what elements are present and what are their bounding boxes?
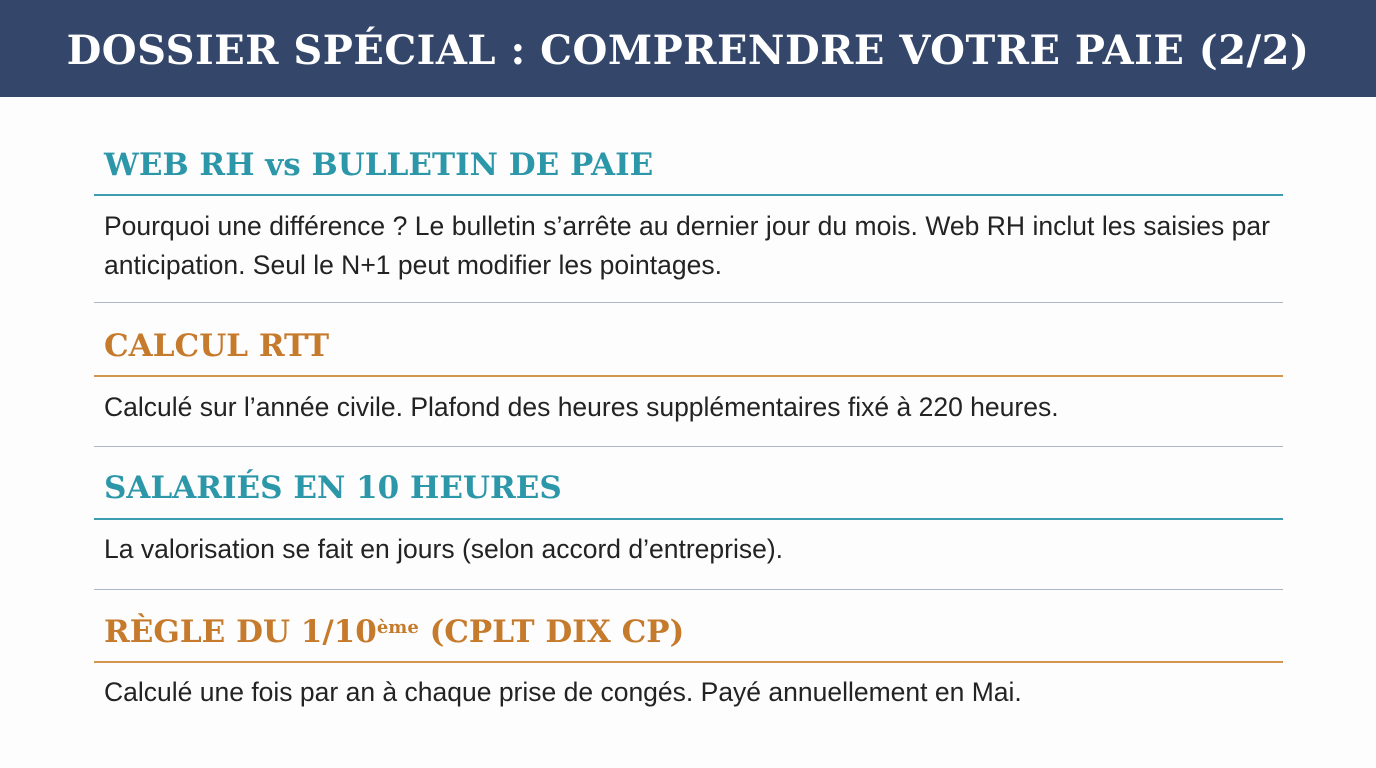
section-divider [94,518,1283,520]
section-text-web-rh: Pourquoi une différence ? Le bulletin s’arrête au dernier jour du mois. Web RH inclut les saisies par anticipation. Seul le N+1 peut modifier les pointages. [104,211,1270,280]
section-heading-main: RÈGLE DU 1/10 [104,614,377,650]
separator-line [94,302,1283,303]
section-heading-salaries-10h: SALARIÉS EN 10 HEURES [104,470,562,506]
section-heading-calcul-rtt: CALCUL RTT [104,328,330,364]
section-divider [94,375,1283,377]
section-heading-web-rh: WEB RH vs BULLETIN DE PAIE [104,147,654,183]
separator-line [94,446,1283,447]
section-divider [94,661,1283,663]
section-text-calcul-rtt: Calculé sur l’année civile. Plafond des heures supplémentaires fixé à 220 heures. [104,392,1059,422]
section-text-salaries-10h: La valorisation se fait en jours (selon accord d’entreprise). [104,534,784,564]
section-divider [94,194,1283,196]
section-heading-rest: (CPLT DIX CP) [418,614,685,650]
section-text-regle-1-10: Calculé une fois par an à chaque prise de congés. Payé annuellement en Mai. [104,677,1022,707]
section-heading-regle-1-10 [104,611,684,653]
section-heading-superscript: ème [376,617,419,638]
page-title: DOSSIER SPÉCIAL : COMPRENDRE VOTRE PAIE (2/2) [66,27,1310,74]
content-panel [94,97,1283,768]
header-banner [0,0,1376,97]
separator-line [94,589,1283,590]
